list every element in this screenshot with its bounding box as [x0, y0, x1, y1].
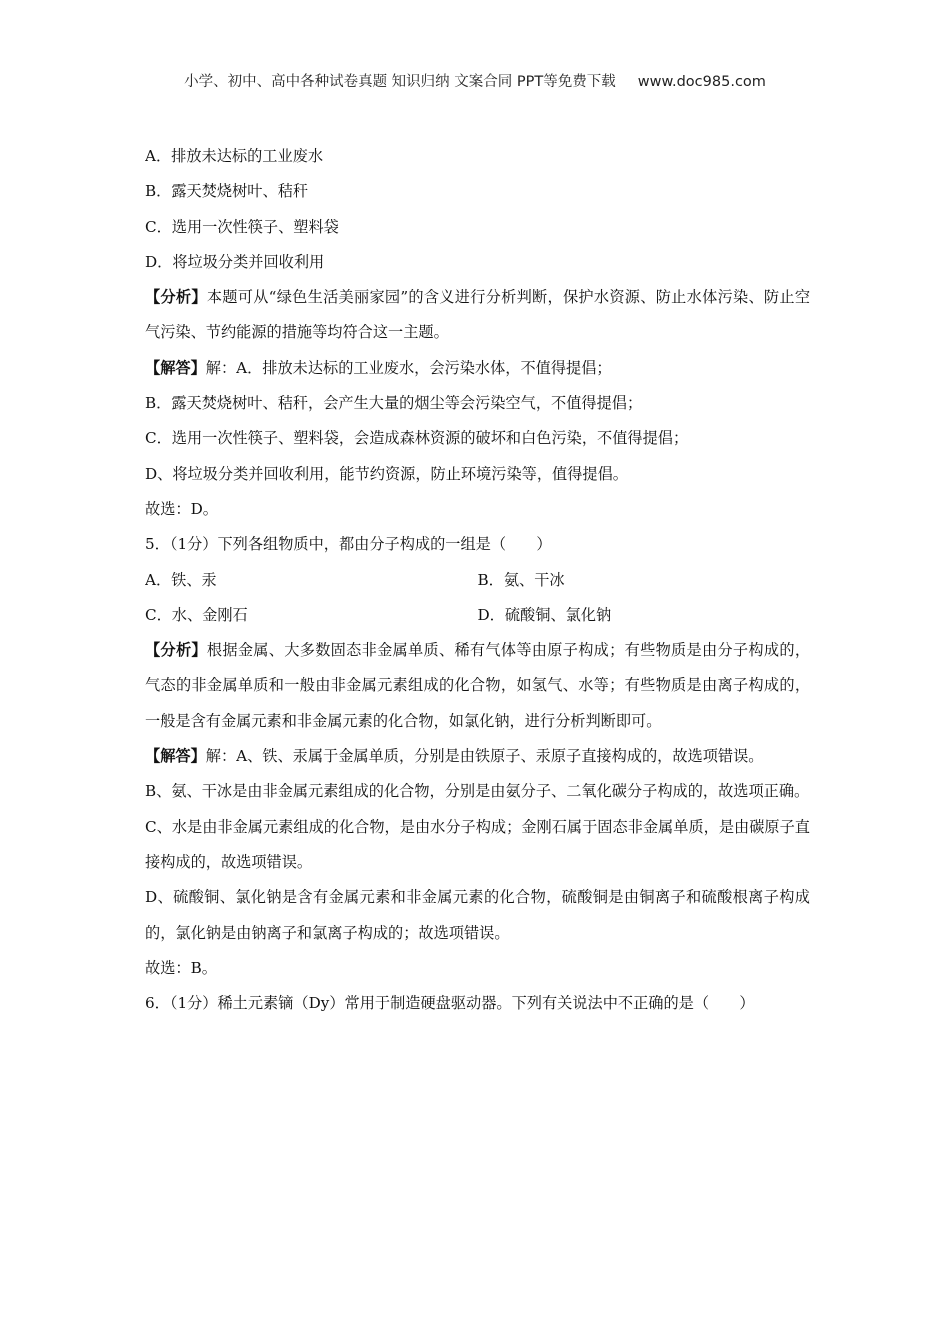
q5-option-d: D．硫酸铜、氯化钠	[477, 605, 612, 624]
q4-option-d: D．将垃圾分类并回收利用	[145, 252, 325, 271]
q5-option-c: C．水、金刚石	[145, 605, 248, 624]
header-url[interactable]: www.doc985.com	[637, 74, 766, 90]
q5-stem: 5．（1分）下列各组物质中，都由分子构成的一组是（ ）	[145, 535, 552, 554]
q4-analysis-text: 本题可从“绿色生活美丽家园”的含义进行分析判断，保护水资源、防止水体污染、防止空气污染、节约能源的措施等均符合这一主题。	[145, 288, 811, 342]
q5-analysis-text: 根据金属、大多数固态非金属单质、稀有气体等由原子构成；有些物质是由分子构成的，气态的非金属单质和一般由非金属元素组成的化合物，如氢气、水等；有些物质是由离子构成的，一般是含有金属元素和非金属元素的化合物，如氯化钠，进行分析判断即可。	[145, 641, 811, 730]
q5-answer-a-text: 解：A、铁、汞属于金属单质，分别是由铁原子、汞原子直接构成的，故选项错误。	[205, 747, 764, 766]
q5-answer-a	[145, 739, 810, 774]
page-header	[0, 70, 950, 91]
q5-choice: 故选：B。	[145, 958, 217, 977]
q4-analysis-tag: 【分析】	[145, 288, 207, 307]
q4-option-b: B．露天焚烧树叶、秸秆	[145, 182, 309, 201]
q6-stem: 6．（1分）稀土元素镝（Dy）常用于制造硬盘驱动器。下列有关说法中不正确的是（ ）	[145, 994, 755, 1013]
q5-analysis	[145, 633, 810, 739]
q5-answer-d: D、硫酸铜、氯化钠是含有金属元素和非金属元素的化合物，硫酸铜是由铜离子和硫酸根离子构成的，氯化钠是由钠离子和氯离子构成的；故选项错误。	[145, 888, 810, 942]
q4-analysis	[145, 280, 810, 351]
q4-choice: 故选：D。	[145, 499, 218, 518]
q4-answer-line-2: B．露天焚烧树叶、秸秆，会产生大量的烟尘等会污染空气，不值得提倡；	[145, 394, 643, 413]
q5-answer-tag: 【解答】	[145, 747, 206, 766]
q4-option-a: A．排放未达标的工业废水	[145, 147, 324, 165]
q4-answer-text-1: 解：A．排放未达标的工业废水，会污染水体，不值得提倡；	[205, 358, 612, 377]
q5-analysis-tag: 【分析】	[145, 641, 207, 660]
q5-options-row-1	[145, 567, 810, 602]
q4-answer-line-1	[145, 355, 810, 390]
q4-option-c: C．选用一次性筷子、塑料袋	[145, 217, 339, 236]
q4-answer-line-4: D、将垃圾分类并回收利用，能节约资源，防止环境污染等，值得提倡。	[145, 464, 628, 483]
q4-answer-tag: 【解答】	[145, 358, 206, 377]
q5-options-row-2	[145, 602, 810, 637]
q5-answer-c: C、水是由非金属元素组成的化合物，是由水分子构成；金刚石属于固态非金属单质，是由碳原子直接构成的，故选项错误。	[145, 817, 810, 871]
header-text: 小学、初中、高中各种试卷真题 知识归纳 文案合同 PPT等免费下载	[184, 74, 616, 90]
q5-option-b: B．氨、干冰	[477, 570, 565, 589]
q4-answer-line-3: C．选用一次性筷子、塑料袋，会造成森林资源的破坏和白色污染，不值得提倡；	[145, 429, 689, 448]
document-body	[145, 143, 810, 1025]
q5-answer-b: B、氨、干冰是由非金属元素组成的化合物，分别是由氨分子、二氧化碳分子构成的，故选项正确。	[145, 782, 810, 801]
q5-option-a: A．铁、汞	[145, 570, 217, 589]
